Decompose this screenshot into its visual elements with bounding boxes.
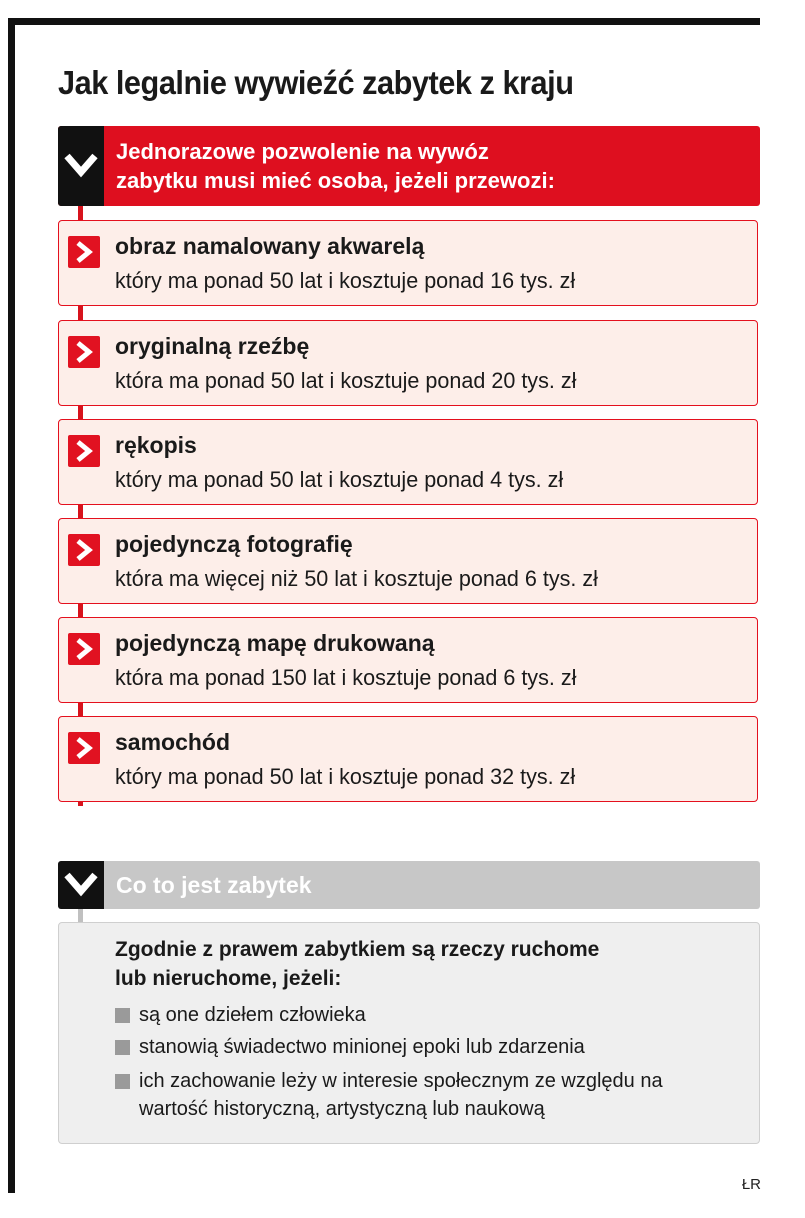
- item-description: który ma ponad 50 lat i kosztuje ponad 32 tys. zł: [115, 764, 576, 789]
- item-description: która ma ponad 150 lat i kosztuje ponad 6 tys. zł: [115, 665, 577, 690]
- list-item: [58, 320, 758, 406]
- list-item: [58, 419, 758, 505]
- definition-intro: [115, 935, 715, 993]
- item-name: rękopis: [115, 432, 197, 458]
- item-description: która ma ponad 50 lat i kosztuje ponad 20 tys. zł: [115, 368, 577, 393]
- definition-bullet-text: stanowią świadectwo minionej epoki lub zdarzenia: [139, 1036, 585, 1058]
- chevron-right-icon: [68, 534, 100, 566]
- frame-top-rule: [8, 18, 760, 25]
- square-bullet-icon: [115, 1040, 130, 1055]
- grey-connector-line: [78, 909, 83, 923]
- definition-bullet: [115, 1033, 735, 1061]
- item-name: obraz namalowany akwarelą: [115, 233, 425, 259]
- item-description: który ma ponad 50 lat i kosztuje ponad 4 tys. zł: [115, 467, 564, 492]
- permit-header-line1: Jednorazowe pozwolenie na wywóz: [116, 139, 489, 164]
- permit-header-text: [116, 137, 746, 195]
- permit-header-line2: zabytku musi mieć osoba, jeżeli przewozi:: [116, 168, 555, 193]
- definition-bullet: [115, 1001, 735, 1029]
- chevron-right-icon: [68, 435, 100, 467]
- item-name: pojedynczą fotografię: [115, 531, 353, 557]
- definition-panel: [58, 922, 760, 1144]
- definition-header: [58, 861, 760, 909]
- frame-corner-tab: [8, 18, 78, 25]
- square-bullet-icon: [115, 1008, 130, 1023]
- chevron-right-icon: [68, 236, 100, 268]
- definition-bullet: [115, 1067, 725, 1123]
- list-item: [58, 617, 758, 703]
- chevron-down-icon: [58, 861, 104, 909]
- list-item: [58, 220, 758, 306]
- definition-bullet-text: są one dziełem człowieka: [139, 1004, 366, 1026]
- page-title: Jak legalnie wywieźć zabytek z kraju: [58, 64, 574, 101]
- square-bullet-icon: [115, 1074, 130, 1089]
- definition-header-text: Co to jest zabytek: [116, 872, 312, 898]
- author-credit: ŁR: [741, 1176, 761, 1193]
- item-name: oryginalną rzeźbę: [115, 333, 310, 359]
- chevron-right-icon: [68, 336, 100, 368]
- item-name: pojedynczą mapę drukowaną: [115, 630, 435, 656]
- definition-intro-line1: Zgodnie z prawem zabytkiem są rzeczy ruchome: [115, 938, 600, 961]
- permit-header: [58, 126, 760, 206]
- chevron-down-icon: [58, 126, 104, 206]
- item-description: który ma ponad 50 lat i kosztuje ponad 16 tys. zł: [115, 268, 576, 293]
- chevron-right-icon: [68, 732, 100, 764]
- definition-intro-line2: lub nieruchome, jeżeli:: [115, 967, 342, 990]
- list-item: [58, 716, 758, 802]
- item-description: która ma więcej niż 50 lat i kosztuje ponad 6 tys. zł: [115, 566, 598, 591]
- frame-left-rule: [8, 18, 15, 1193]
- item-name: samochód: [115, 729, 231, 755]
- definition-bullet-text: ich zachowanie leży w interesie społecznym ze względu na wartość historyczną, artystyczną lub naukową: [139, 1070, 663, 1120]
- list-item: [58, 518, 758, 604]
- chevron-right-icon: [68, 633, 100, 665]
